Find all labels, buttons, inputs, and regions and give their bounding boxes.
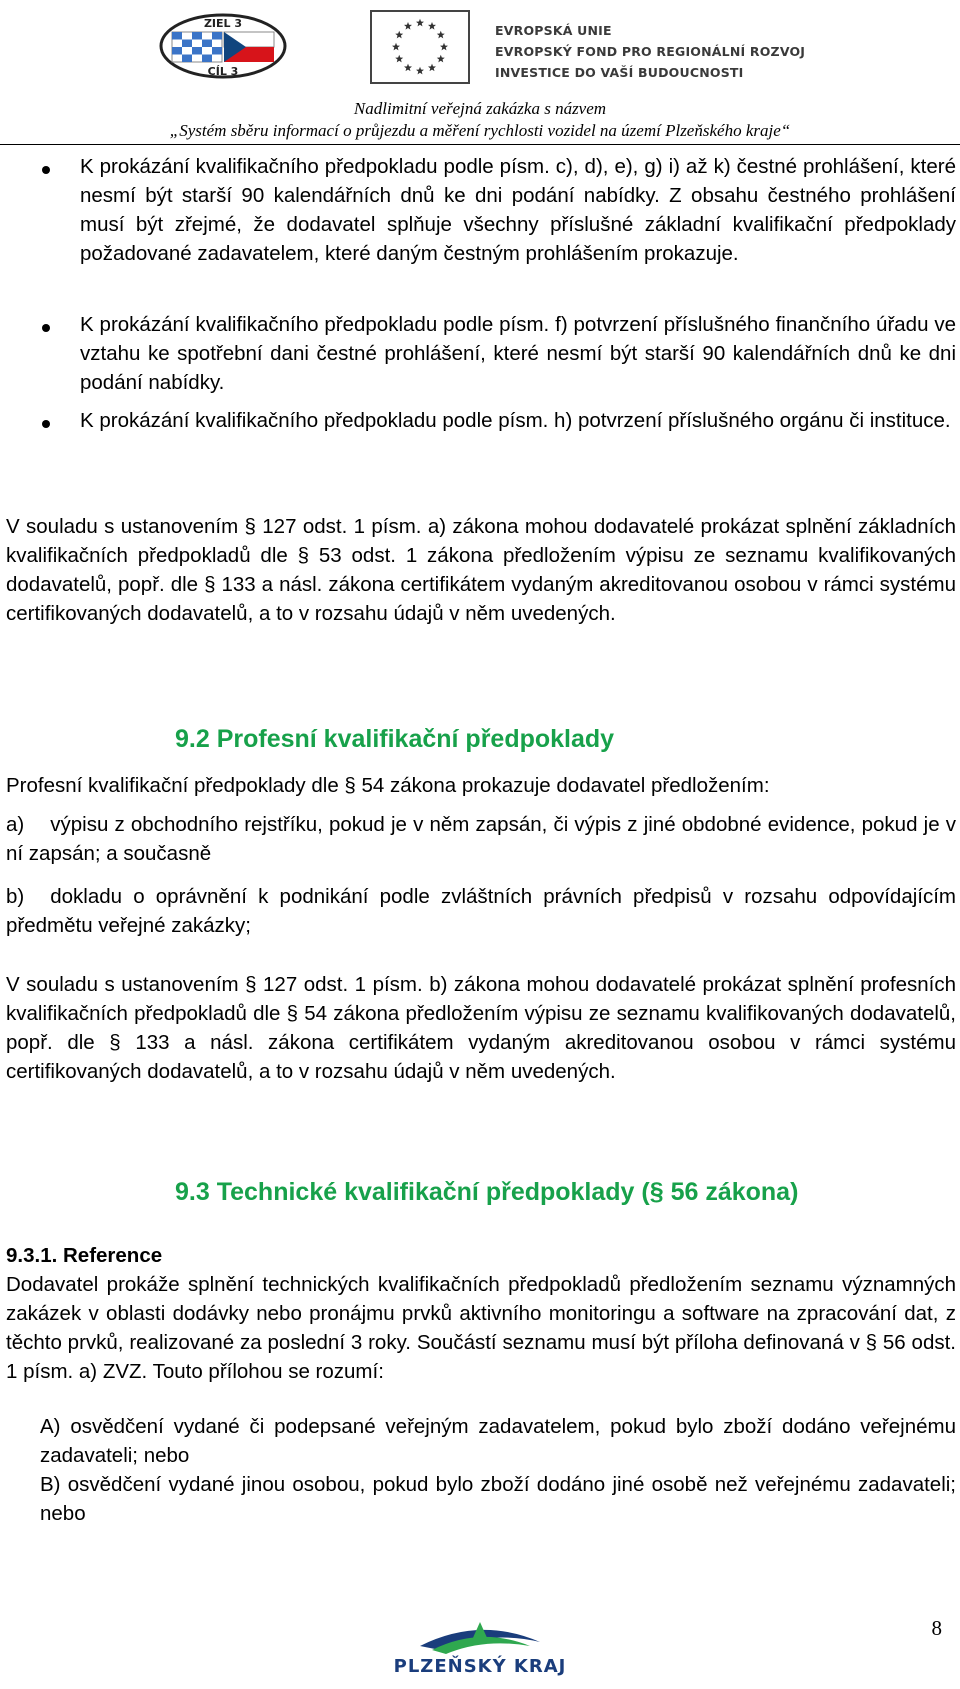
list-item-text: dokladu o oprávnění k podnikání podle zvláštních právních předpisů v rozsahu odpovídajícím předmětu veřejné zakázky; bbox=[6, 885, 956, 937]
subheading-9-3-1: 9.3.1. Reference bbox=[6, 1244, 163, 1267]
ziel-top-text: ZIEL 3 bbox=[203, 17, 243, 30]
bullet-item-3: K prokázání kvalifikačního předpokladu podle písm. h) potvrzení příslušného orgánu či instituce. bbox=[80, 409, 951, 432]
footer-region-name: PLZEŇSKÝ KRAJ bbox=[393, 1656, 567, 1677]
bullet-icon bbox=[42, 324, 50, 332]
bullet-icon bbox=[42, 166, 50, 174]
tender-title-line-2: „Systém sběru informací o průjezdu a měření rychlosti vozidel na území Plzeňského kraje“ bbox=[169, 121, 791, 140]
list-item-a bbox=[6, 810, 956, 868]
eu-line-2: EVROPSKÝ FOND PRO REGIONÁLNÍ ROZVOJ bbox=[495, 44, 806, 59]
bullet-icon bbox=[42, 420, 50, 428]
paragraph-professional-certificate: V souladu s ustanovením § 127 odst. 1 písm. b) zákona mohou dodavatelé prokázat splnění profesních kvalifikačních předpokladů dle § 54 zákona předložením výpisu ze seznamu kvalifikovaných dodavatelů, popř. dle § 133 a násl. zákona certifikátem vydaným akreditovanou osobou v rámci systému certifikovaných dodavatelů, a to v rozsahu údajů v něm uvedených. bbox=[6, 973, 956, 1083]
page-number: 8 bbox=[931, 1616, 942, 1640]
page-header bbox=[0, 0, 960, 150]
eu-line-1: EVROPSKÁ UNIE bbox=[495, 23, 612, 38]
eu-line-3: INVESTICE DO VAŠÍ BUDOUCNOSTI bbox=[495, 65, 744, 80]
paragraph-9-3-1: Dodavatel prokáže splnění technických kvalifikačních předpokladů předložením seznamu významných zakázek v oblasti dodávky nebo pronájmu prvků aktivního monitoringu a software na zpracování dat, z těchto prvků, realizované za poslední 3 roky. Součástí seznamu musí být příloha definovaná v § 56 odst. 1 písm. a) ZVZ. Touto přílohou se rozumí: bbox=[6, 1273, 956, 1383]
list-item-text: výpisu z obchodního rejstříku, pokud je v něm zapsán, či výpis z jiné obdobné evidence, pokud je v ní zapsán; a současně bbox=[6, 813, 956, 865]
eu-text-block bbox=[495, 20, 805, 83]
ziel-bottom-text: CÍL 3 bbox=[207, 65, 239, 78]
list-item-label: b) bbox=[6, 885, 25, 908]
header-divider bbox=[0, 144, 960, 145]
bullet-item-2: K prokázání kvalifikačního předpokladu podle písm. f) potvrzení příslušného finančního úřadu ve vztahu ke spotřební dani čestné prohlášení, které nesmí být starší 90 kalendářních dnů ke dni podání nabídky. bbox=[80, 313, 956, 394]
bullet-item-1: K prokázání kvalifikačního předpokladu podle písm. c), d), e), g) i) až k) čestné prohlášení, které nesmí být starší 90 kalendářních dnů ke dni podání nabídky. Z obsahu čestného prohlášení musí být zřejmé, že dodavatel splňuje všechny příslušné základní kvalifikační předpoklady požadované zadavatelem, které daným čestným prohlášením prokazuje. bbox=[80, 155, 956, 265]
tender-title-line-1: Nadlimitní veřejná zakázka s názvem bbox=[353, 99, 607, 118]
list-item-label: a) bbox=[6, 813, 25, 836]
eu-flag-icon bbox=[370, 10, 470, 84]
heading-9-2: 9.2 Profesní kvalifikační předpoklady bbox=[175, 725, 615, 753]
paragraph-9-2-intro: Profesní kvalifikační předpoklady dle § 54 zákona prokazuje dodavatel předložením: bbox=[6, 774, 770, 797]
ziel3-logo-icon bbox=[158, 12, 288, 80]
paragraph-basic-certificate: V souladu s ustanovením § 127 odst. 1 písm. a) zákona mohou dodavatelé prokázat splnění základních kvalifikačních předpokladů dle § 53 odst. 1 zákona předložením výpisu ze seznamu kvalifikovaných dodavatelů, popř. dle § 133 a násl. zákona certifikátem vydaným akreditovanou osobou v rámci systému certifikovaných dodavatelů, a to v rozsahu údajů v něm uvedených. bbox=[6, 515, 956, 625]
list-item-B: B) osvědčení vydané jinou osobou, pokud bylo zboží dodáno jiné osobě než veřejnému zadavateli; nebo bbox=[40, 1473, 956, 1525]
list-item-A: A) osvědčení vydané či podepsané veřejným zadavatelem, pokud bylo zboží dodáno veřejnému zadavateli; nebo bbox=[40, 1415, 956, 1467]
heading-9-3: 9.3 Technické kvalifikační předpoklady (§ 56 zákona) bbox=[175, 1178, 799, 1206]
list-item-b bbox=[6, 882, 956, 940]
